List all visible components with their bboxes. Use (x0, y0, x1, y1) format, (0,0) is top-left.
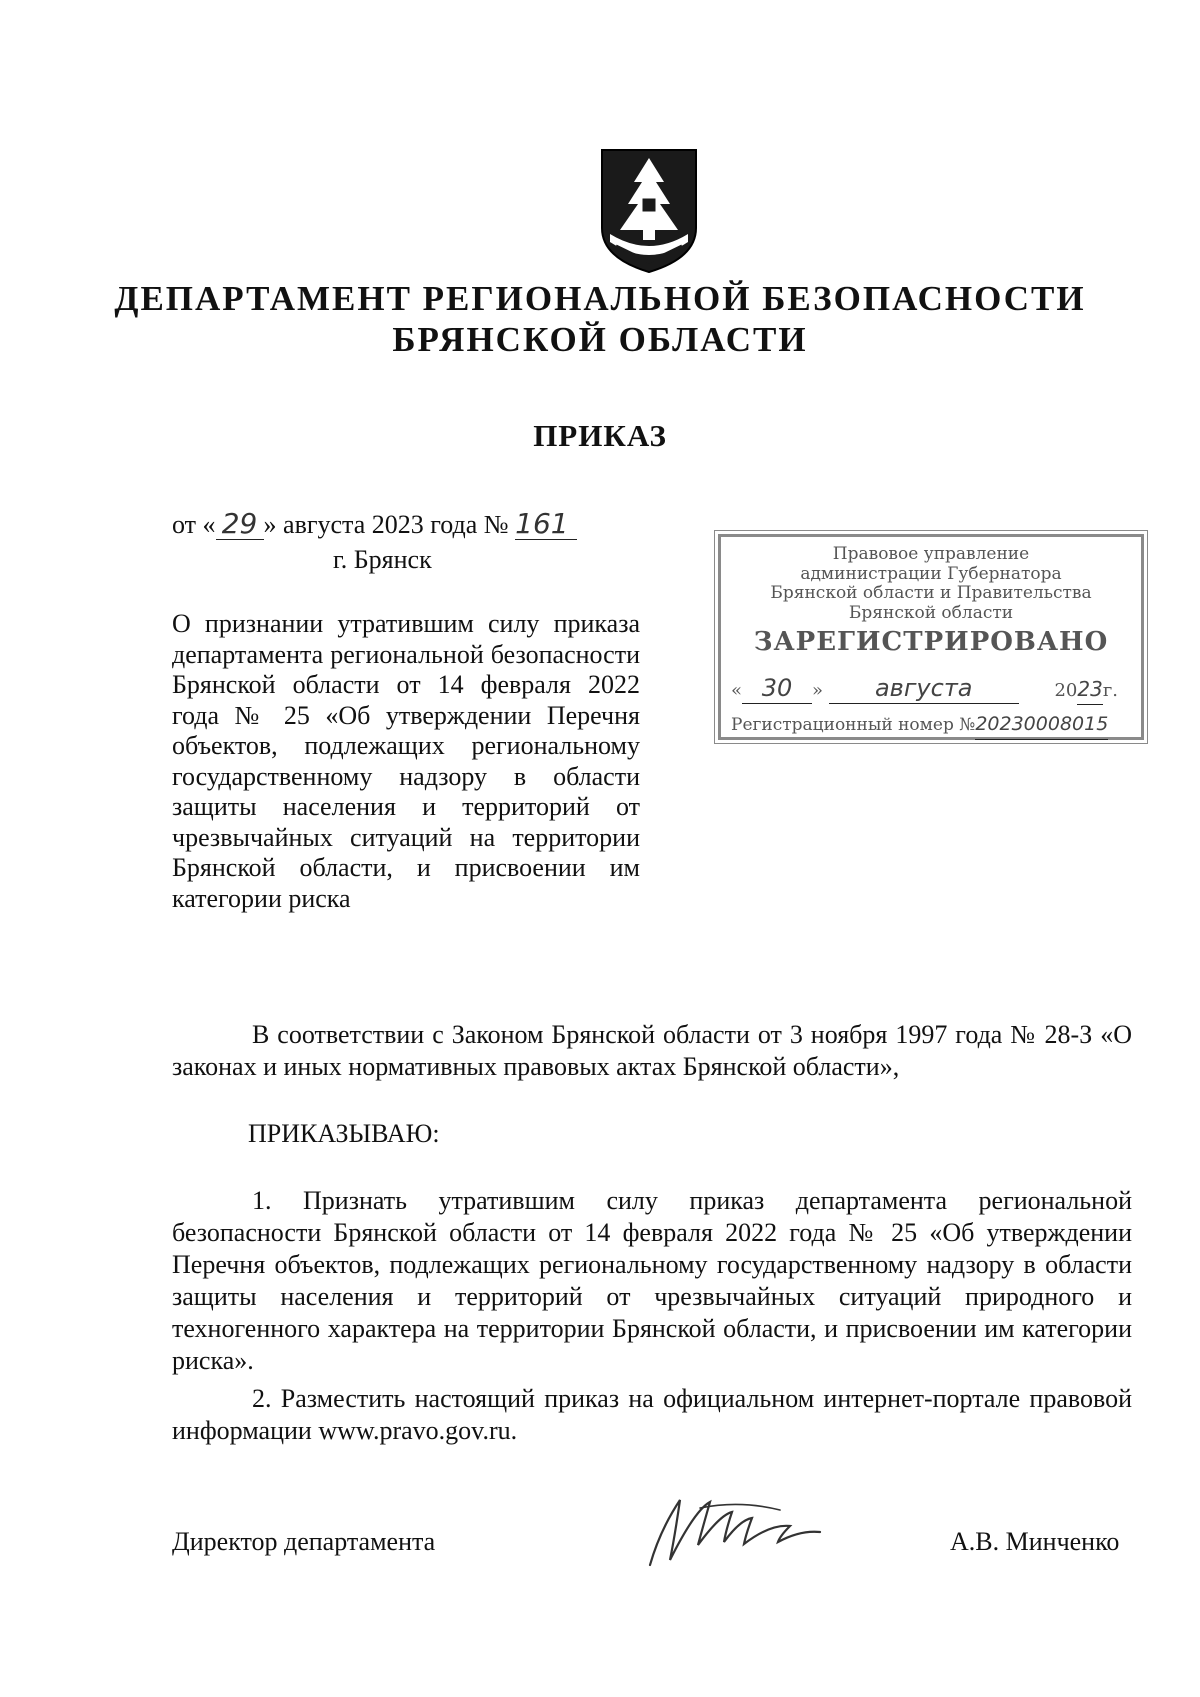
date-prefix: от « (172, 510, 216, 539)
stamp-line2: администрации Губернатора (800, 563, 1062, 584)
stamp-year-handwritten: 23 (1077, 674, 1102, 705)
handwritten-signature (640, 1490, 830, 1570)
date-middle: » августа 2023 года № (263, 510, 509, 539)
item-2-paragraph: 2. Разместить настоящий приказ на официальном интернет-портале правовой информации www.pravo.gov.ru. (172, 1384, 1132, 1445)
stamp-date: « 30 » августа 2023г. (731, 673, 1131, 705)
order-number-handwritten: 161 (515, 509, 577, 540)
stamp-line1: Правовое управление (832, 544, 1030, 564)
stamp-reg-number-handwritten: 20230008015 (975, 709, 1108, 740)
preamble-paragraph: В соответствии с Законом Брянской области от 3 ноября 1997 года № 28-З «О законах и иных нормативных правовых актах Брянской области», (172, 1020, 1132, 1081)
signatory-position: Директор департамента (172, 1527, 436, 1556)
coat-of-arms-emblem (594, 146, 704, 276)
order-subject: О признании утратившим силу приказа департамента региональной безопасности Брянской области от 14 февраля 2022 года № 25 «Об утверждении Перечня объектов, подлежащих региональному государственному надзору в области защиты населения и территорий от чрезвычайных ситуаций на территории Брянской области, и присвоении им категории риска (172, 609, 640, 913)
order-date-number (172, 509, 577, 540)
stamp-line3: Брянской области и Правительства (770, 583, 1092, 603)
stamp-registered: ЗАРЕГИСТРИРОВАНО (753, 627, 1109, 657)
registration-stamp (718, 534, 1144, 740)
item-1-paragraph: 1. Признать утратившим силу приказ департамента региональной безопасности Брянской области от 14 февраля 2022 года № 25 «Об утверждении Перечня объектов, подлежащих региональному государственному надзору в области защиты населения и территорий от чрезвычайных ситуаций природного и техногенного характера на территории Брянской области, и присвоении им категории риска». (172, 1186, 1132, 1375)
stamp-reg-label: Регистрационный номер № (731, 715, 976, 735)
stamp-year-unit: г. (1102, 680, 1118, 701)
stamp-day-handwritten: 30 (742, 673, 812, 704)
stamp-year-prefix: 20 (1054, 680, 1078, 701)
document-type-title: ПРИКАЗ (533, 418, 667, 453)
city-name: г. Брянск (333, 545, 432, 574)
department-title-line1: ДЕПАРТАМЕНТ РЕГИОНАЛЬНОЙ БЕЗОПАСНОСТИ (114, 279, 1086, 318)
order-directive: ПРИКАЗЫВАЮ: (248, 1119, 440, 1148)
department-title-line2: БРЯНСКОЙ ОБЛАСТИ (392, 320, 808, 359)
department-title (100, 278, 1100, 360)
stamp-month-handwritten: августа (829, 673, 1019, 704)
stamp-registration-number (731, 709, 1136, 740)
order-day-handwritten: 29 (216, 509, 264, 540)
signatory-name: А.В. Минченко (950, 1527, 1120, 1556)
stamp-line4: Брянской области (848, 602, 1014, 623)
